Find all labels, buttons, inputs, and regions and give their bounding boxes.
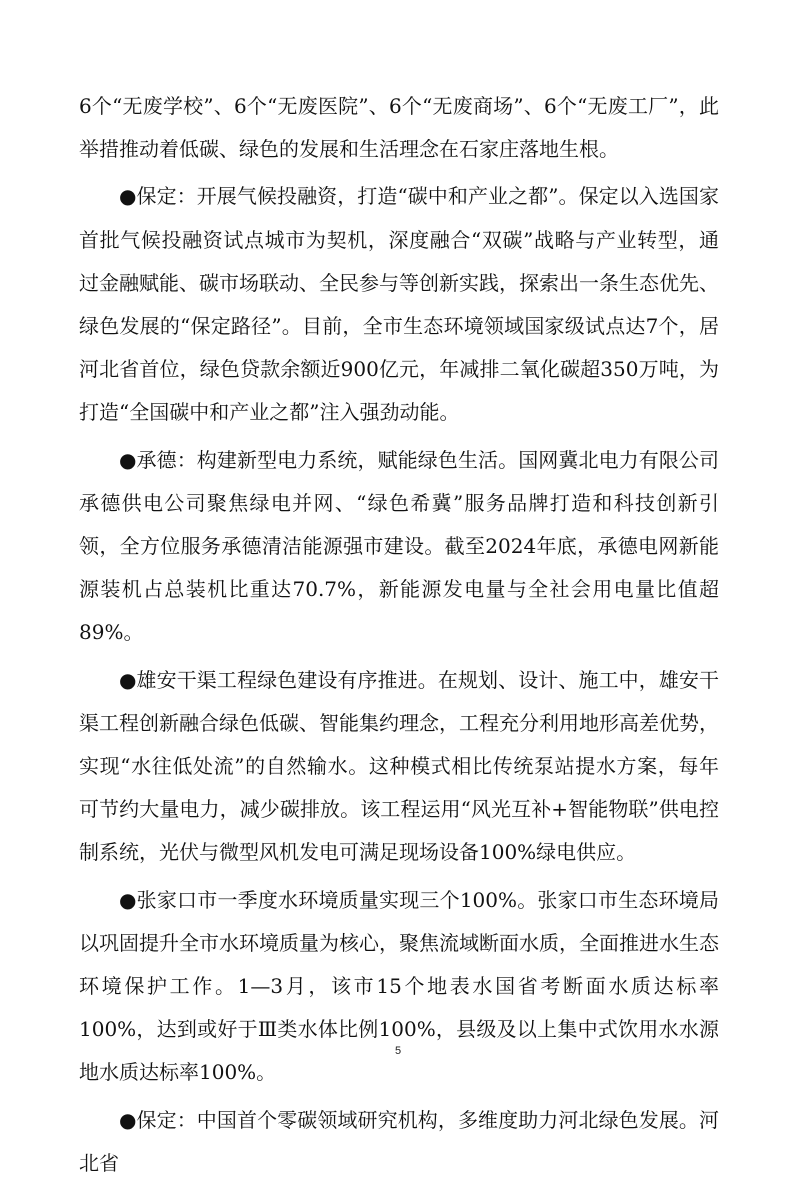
paragraph-4 bbox=[79, 659, 719, 875]
paragraph-text: 6个“无废学校”、6个“无废医院”、6个“无废商场”、6个“无废工厂”，此举措推动着低碳、绿色的发展和生活理念在石家庄落地生根。 bbox=[79, 94, 719, 162]
page-number: 5 bbox=[394, 1045, 402, 1057]
bullet-icon: ● bbox=[119, 1107, 137, 1132]
bullet-icon: ● bbox=[119, 887, 137, 912]
bullet-icon: ● bbox=[119, 667, 137, 692]
bullet-icon: ● bbox=[119, 184, 137, 209]
paragraph-text: 雄安干渠工程绿色建设有序推进。在规划、设计、施工中，雄安干渠工程创新融合绿色低碳、智能集约理念，工程充分利用地形高差优势，实现“水往低处流”的自然输水。这种模式相比传统泵站提水方案，每年可节约大量电力，减少碳排放。该工程运用“风光互补+智能物联”供电控制系统，光伏与微型风机发电可满足现场设备100%绿电供应。 bbox=[79, 667, 720, 865]
bullet-icon: ● bbox=[119, 447, 137, 472]
paragraph-text: 张家口市一季度水环境质量实现三个100%。张家口市生态环境局以巩固提升全市水环境质量为核心，聚焦流域断面水质，全面推进水生态环境保护工作。1—3月，该市15个地表水国省考断面水质达标率100%，达到或好于Ⅲ类水体比例100%，县级及以上集中式饮用水水源地水质达标率100%。 bbox=[79, 887, 719, 1085]
paragraph-text: 保定：中国首个零碳领域研究机构，多维度助力河北绿色发展。河北省 bbox=[79, 1107, 720, 1175]
paragraph-2 bbox=[79, 175, 719, 434]
paragraph-text: 承德：构建新型电力系统，赋能绿色生活。国网冀北电力有限公司承德供电公司聚焦绿电并网、“绿色希冀”服务品牌打造和科技创新引领，全方位服务承德清洁能源强市建设。截至2024年底，承德电网新能源装机占总装机比重达70.7%，新能源发电量与全社会用电量比值超89%。 bbox=[79, 447, 720, 645]
paragraph-1 bbox=[79, 85, 719, 171]
document-body bbox=[79, 85, 719, 1185]
paragraph-text: 保定：开展气候投融资，打造“碳中和产业之都”。保定以入选国家首批气候投融资试点城市为契机，深度融合“双碳”战略与产业转型，通过金融赋能、碳市场联动、全民参与等创新实践，探索出一条生态优先、绿色发展的“保定路径”。目前，全市生态环境领域国家级试点达7个，居河北省首位，绿色贷款余额近900亿元，年减排二氧化碳超350万吨，为打造“全国碳中和产业之都”注入强劲动能。 bbox=[79, 184, 720, 425]
paragraph-6 bbox=[79, 1099, 719, 1185]
paragraph-5 bbox=[79, 879, 719, 1095]
paragraph-3 bbox=[79, 439, 719, 655]
